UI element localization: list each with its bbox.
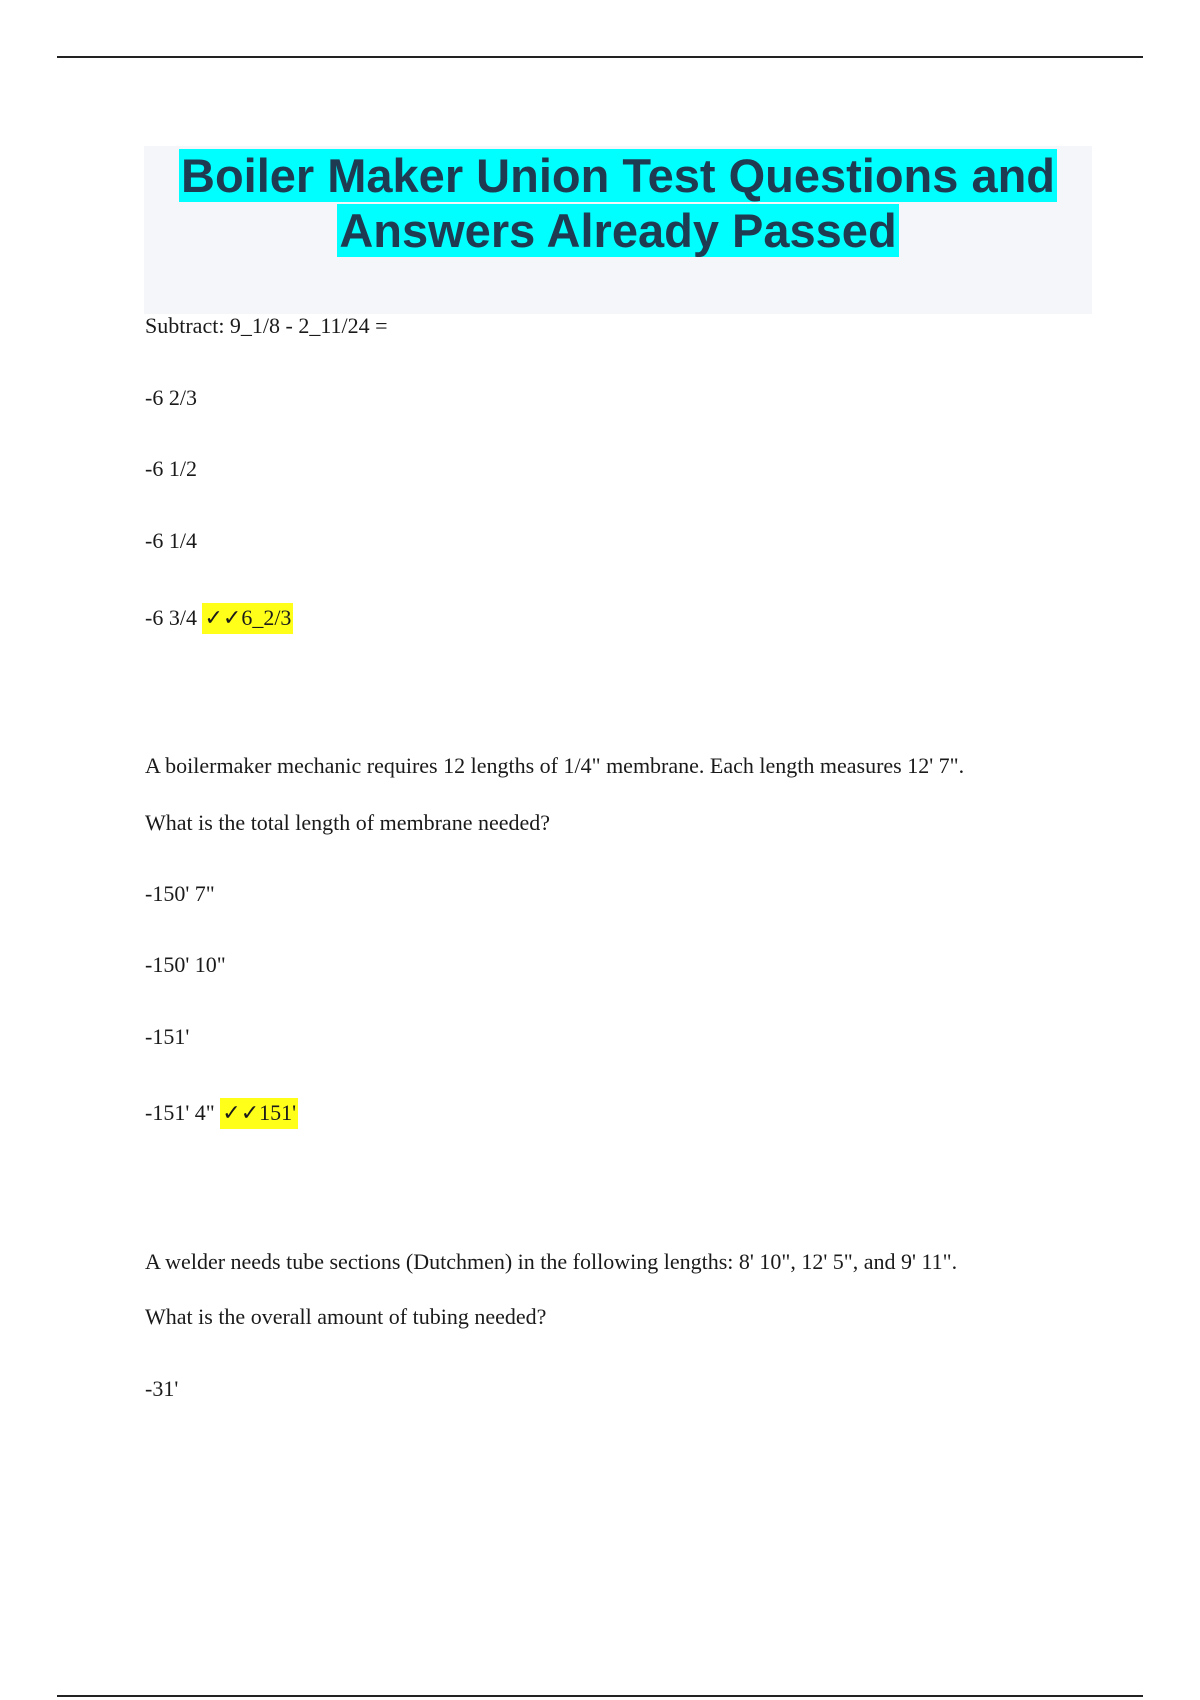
question-2-option-4-row [145,1099,298,1127]
header-rule [57,56,1143,58]
question-2-option-3: -151' [145,1024,190,1049]
question-1-option-2: -6 1/2 [145,456,197,481]
question-1-answer: ✓✓6_2/3 [202,603,293,634]
question-1-option-1: -6 2/3 [145,385,197,410]
question-3-prompt-line-1: A welder needs tube sections (Dutchmen) in the following lengths: 8' 10", 12' 5", and 9' 11". [145,1249,958,1274]
question-2-option-1: -150' 7" [145,881,215,906]
footer-rule [57,1695,1143,1697]
question-1-option-4-row [145,604,293,632]
question-2-option-4: -151' 4" [145,1100,215,1125]
question-1-option-3: -6 1/4 [145,528,197,553]
question-2-answer: ✓✓151' [220,1098,298,1129]
question-3-prompt-line-2: What is the overall amount of tubing needed? [145,1304,547,1329]
page-title [144,146,1092,258]
question-1-option-4: -6 3/4 [145,605,197,630]
question-3-option-1: -31' [145,1376,179,1401]
title-line-2: Answers Already Passed [339,204,897,257]
question-2-prompt-line-2: What is the total length of membrane needed? [145,810,551,835]
question-2-prompt-line-1: A boilermaker mechanic requires 12 lengths of 1/4" membrane. Each length measures 12' 7". [145,753,965,778]
title-block [144,146,1092,314]
question-2-option-2: -150' 10" [145,952,226,977]
question-1-prompt: Subtract: 9_1/8 - 2_11/24 = [145,313,388,338]
title-line-1: Boiler Maker Union Test Questions and [181,149,1055,202]
